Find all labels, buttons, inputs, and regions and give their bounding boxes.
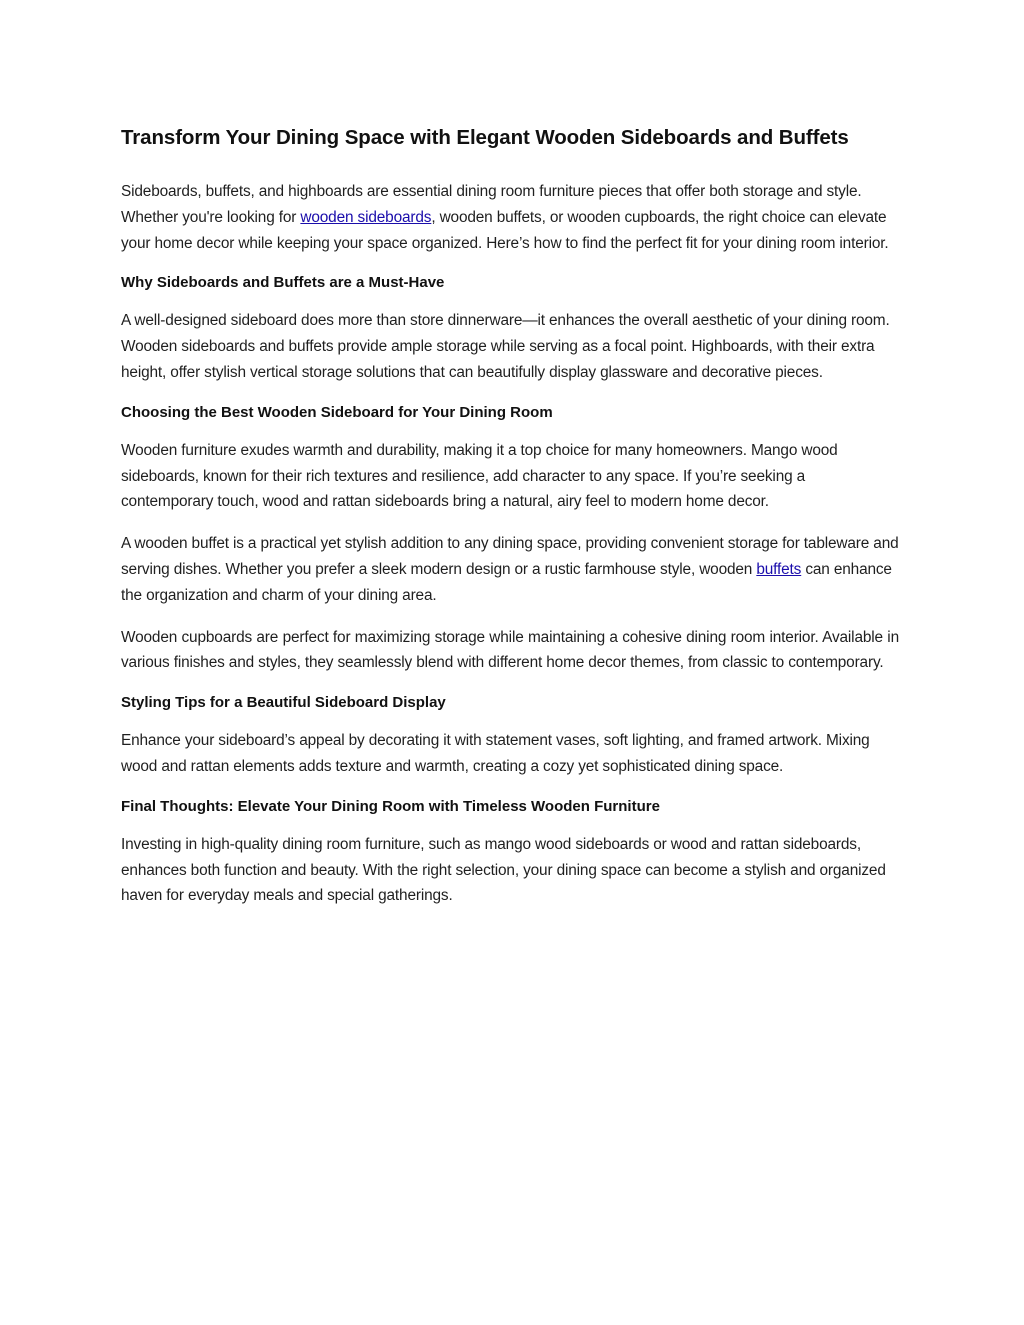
buffets-link[interactable]: buffets (756, 560, 802, 578)
intro-text-after-link: , wooden buffets, or wooden cupboards, the right choice can elevate your home decor while keeping your space organized. Here’s how to find the perfect fit for your dining room interior. (121, 208, 889, 252)
section-paragraph-wooden-cupboards: Wooden cupboards are perfect for maximizing storage while maintaining a cohesive dining room interior. Available in various finishes and styles, they seamlessly blend with different home decor themes, from classic to contemporary. (121, 628, 899, 672)
section-paragraph-final-thoughts: Investing in high-quality dining room furniture, such as mango wood sideboards or wood and rattan sideboards, enhances both function and beauty. With the right selection, your dining space can become a stylish and organized haven for everyday meals and special gatherings. (121, 835, 886, 905)
section-paragraph-styling-tips: Enhance your sideboard’s appeal by decorating it with statement vases, soft lighting, and framed artwork. Mixing wood and rattan elements adds texture and warmth, creating a cozy yet sophisticated dining space. (121, 732, 870, 775)
section-paragraph-wooden-buffet (121, 531, 899, 608)
page-title: Transform Your Dining Space with Elegant Wooden Sideboards and Buffets (121, 126, 849, 149)
section-heading-styling-tips: Styling Tips for a Beautiful Sideboard Display (121, 694, 446, 712)
wooden-sideboards-link[interactable]: wooden sideboards (300, 208, 432, 226)
section-paragraph-must-have: A well-designed sideboard does more than store dinnerware—it enhances the overall aesthetic of your dining room. Wooden sideboards and buffets provide ample storage while serving as a focal point. Highboards, with their extra height, offer stylish vertical storage solutions that can beautifully display glassware and decorative pieces. (121, 312, 890, 381)
section-paragraph-wooden-furniture: Wooden furniture exudes warmth and durability, making it a top choice for many homeowners. Mango wood sideboards, known for their rich textures and resilience, add character to any space. If you’re seeking a contemporary touch, wood and rattan sideboards bring a natural, airy feel to modern home decor. (121, 441, 838, 511)
buffet-text-before-link: A wooden buffet is a practical yet stylish addition to any dining space, providing convenient storage for tableware and serving dishes. Whether you prefer a sleek modern design or a rustic farmhouse style, wooden (121, 535, 899, 578)
document-page (121, 123, 899, 925)
buffet-text-after-link: can enhance the organization and charm of your dining area. (121, 560, 892, 604)
intro-paragraph (121, 179, 899, 256)
section-heading-choosing: Choosing the Best Wooden Sideboard for Your Dining Room (121, 403, 553, 421)
section-heading-final-thoughts: Final Thoughts: Elevate Your Dining Room with Timeless Wooden Furniture (121, 797, 660, 815)
intro-text-before-link: Sideboards, buffets, and highboards are essential dining room furniture pieces that offer both storage and style. Whether you're looking for (121, 183, 862, 226)
section-heading-must-have: Why Sideboards and Buffets are a Must-Have (121, 274, 445, 292)
